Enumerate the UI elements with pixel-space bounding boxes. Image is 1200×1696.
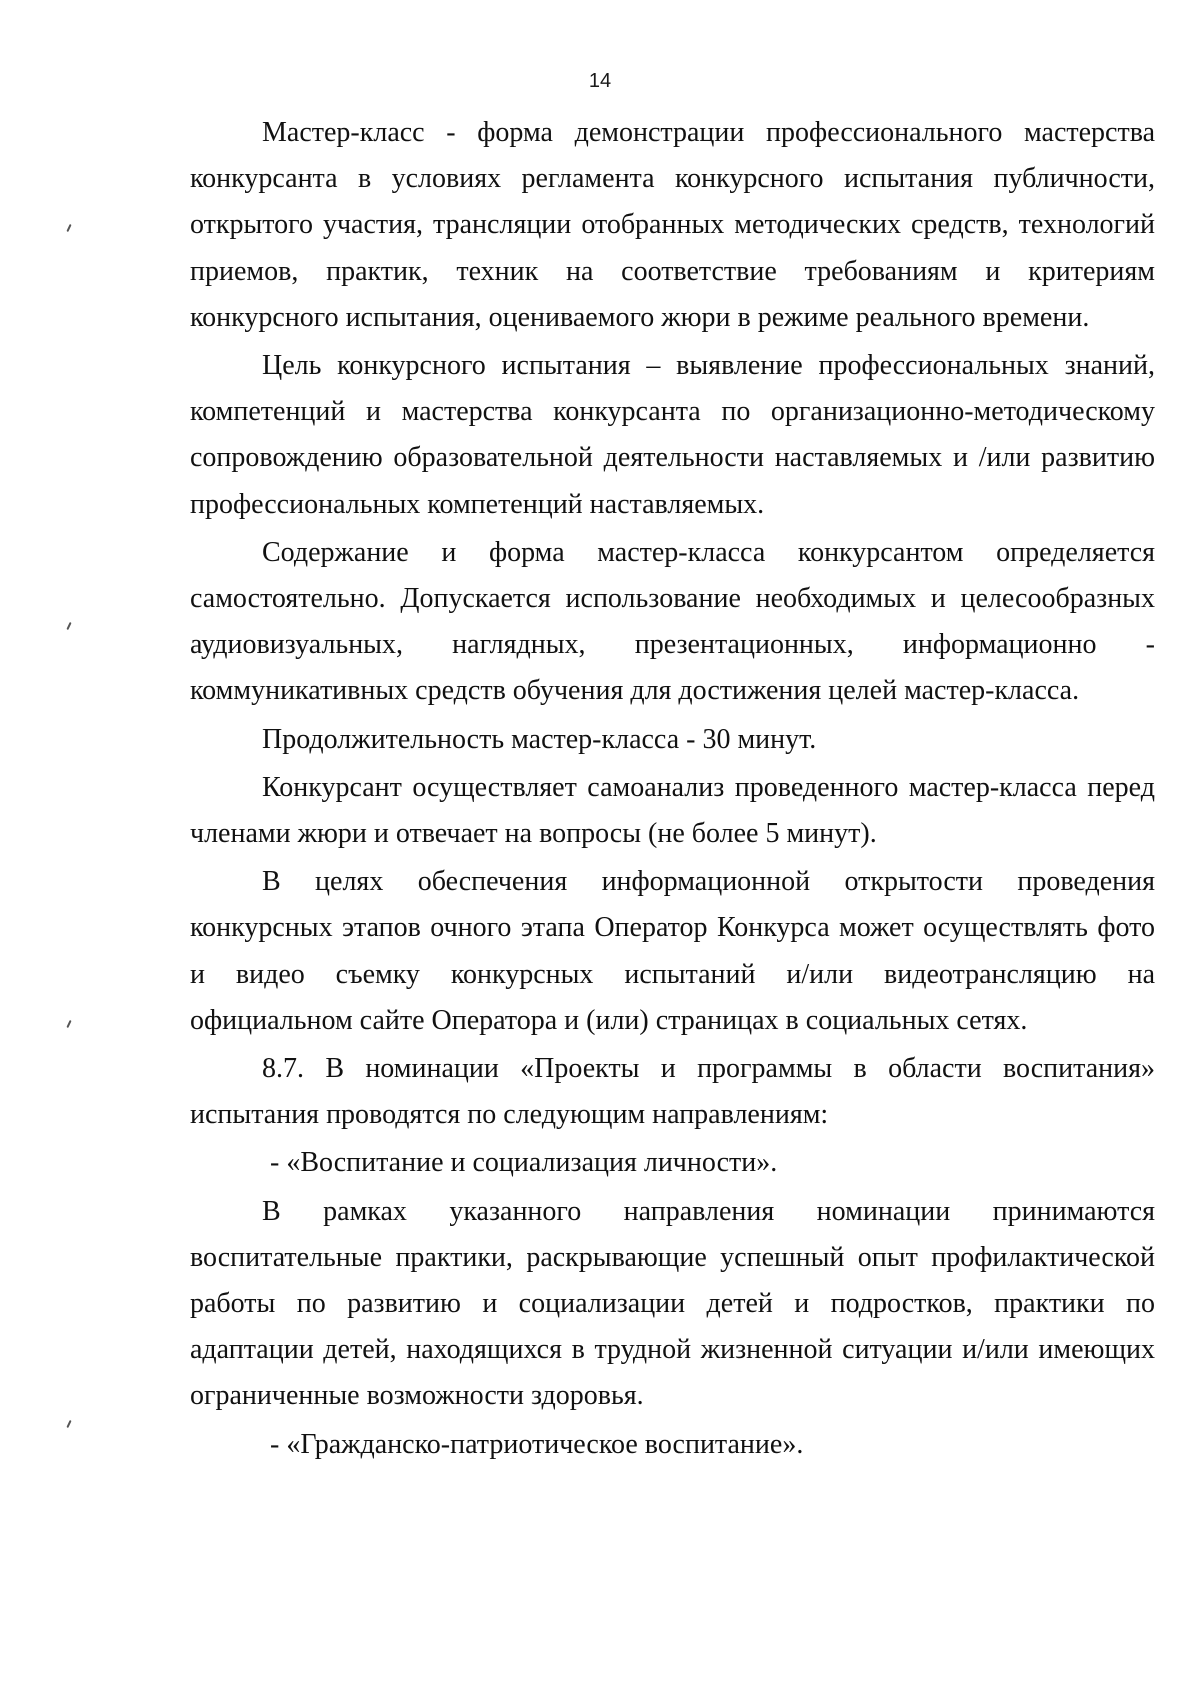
- paragraph-section-8-7: 8.7. В номинации «Проекты и программы в области воспитания» испытания проводятся по следующим направлениям:: [190, 1053, 1155, 1131]
- paragraph-content-and-form: Содержание и форма мастер-класса конкурсантом определяется самостоятельно. Допускается использование необходимых и целесообразных аудиовизуальных, наглядных, презентационных, информационно - коммуникативных средств обучения для достижения целей мастер-класса.: [190, 536, 1155, 707]
- body-text: [190, 110, 1155, 1468]
- paragraph-duration: Продолжительность мастер-класса - 30 минут.: [262, 723, 817, 755]
- scan-artifact-mark: [66, 1020, 71, 1028]
- paragraph-information-openness: В целях обеспечения информационной открытости проведения конкурсных этапов очного этапа Оператор Конкурса может осуществлять фото и видео съемку конкурсных испытаний и/или видеотрансляцию на официальном сайте Оператора и (или) страницах в социальных сетях.: [190, 866, 1155, 1036]
- scan-artifact-mark: [66, 622, 71, 630]
- direction-item-socialization: - «Воспитание и социализация личности».: [270, 1147, 778, 1179]
- paragraph-direction-scope: В рамках указанного направления номинации принимаются воспитательные практики, раскрывающие успешный опыт профилактической работы по развитию и социализации детей и подростков, практики по адаптации детей, находящихся в трудной жизненной ситуации и/или имеющих ограниченные возможности здоровья.: [190, 1195, 1155, 1412]
- direction-item-patriotic: - «Гражданско-патриотическое воспитание».: [270, 1428, 804, 1460]
- page-number: 14: [588, 70, 612, 92]
- scan-artifact-mark: [66, 1420, 71, 1428]
- scan-artifact-mark: [66, 224, 71, 232]
- paragraph-self-analysis: Конкурсант осуществляет самоанализ проведенного мастер-класса перед членами жюри и отвечает на вопросы (не более 5 минут).: [190, 771, 1155, 850]
- paragraph-test-goal: Цель конкурсного испытания – выявление профессиональных знаний, компетенций и мастерства конкурсанта по организационно-методическому сопровождению образовательной деятельности наставляемых и /или развитию профессиональных компетенций наставляемых.: [190, 350, 1155, 520]
- paragraph-master-class-definition: Мастер-класс - форма демонстрации профессионального мастерства конкурсанта в условиях регламента конкурсного испытания публичности, открытого участия, трансляции отобранных методических средств, технологий приемов, практик, техник на соответствие требованиям и критериям конкурсного испытания, оцениваемого жюри в режиме реального времени.: [190, 117, 1155, 333]
